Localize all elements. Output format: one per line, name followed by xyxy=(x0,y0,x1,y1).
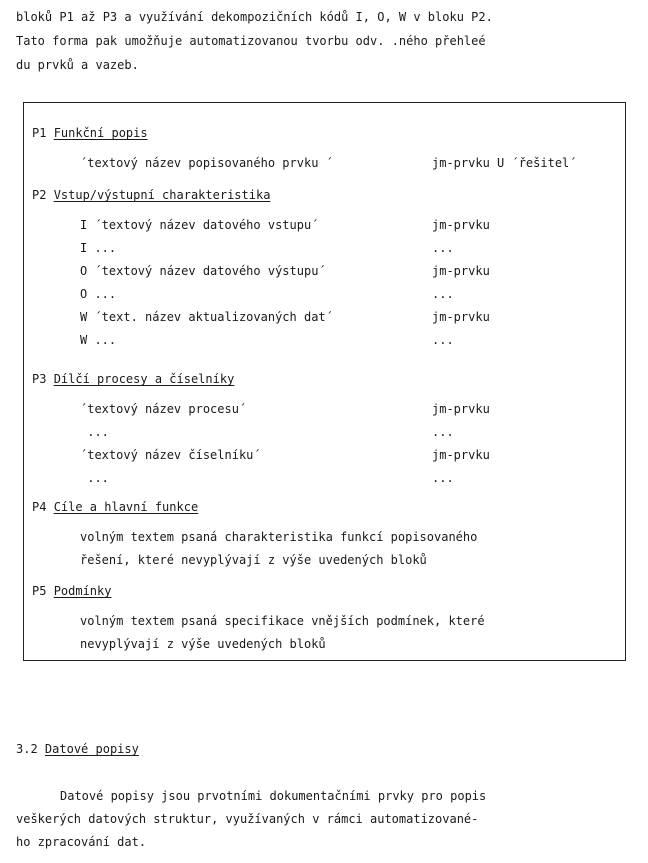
p3-row-left: ... xyxy=(80,471,109,485)
p3-row-left: ´textový název číselníku´ xyxy=(80,448,261,462)
p2-row-right: jm-prvku xyxy=(432,218,490,232)
p4-code: P4 xyxy=(32,500,47,514)
intro-line-1: bloků P1 až P3 a využívání dekompozičních kódů I, O, W v bloku P2. xyxy=(16,10,493,24)
p2-code: P2 xyxy=(32,188,47,202)
p3-row-right: jm-prvku xyxy=(432,402,490,416)
p2-row-left: W ´text. název aktualizovaných dat´ xyxy=(80,310,333,324)
intro-line-2: Tato forma pak umožňuje automatizovanou tvorbu odv. .ného přehleé xyxy=(16,34,486,48)
section-number: 3.2 xyxy=(16,742,38,756)
p2-row-right: ... xyxy=(432,241,454,255)
p2-title: Vstup/výstupní charakteristika xyxy=(53,188,271,202)
p5-code: P5 xyxy=(32,584,47,598)
section-title: Datové popisy xyxy=(44,742,139,756)
p2-row-right: ... xyxy=(432,333,454,347)
p3-row-left: ´textový název procesu´ xyxy=(80,402,247,416)
section-text-line-1: Datové popisy jsou prvotními dokumentačními prvky pro popis xyxy=(60,789,487,803)
p5-text-line-2: nevyplývají z výše uvedených bloků xyxy=(80,637,326,651)
p5-text-line-1: volným textem psaná specifikace vnějších podmínek, které xyxy=(80,614,485,628)
intro-line-3: du prvků a vazeb. xyxy=(16,58,139,72)
p3-row-right: ... xyxy=(432,471,454,485)
p2-heading xyxy=(32,188,270,202)
p2-row-left: O ... xyxy=(80,287,117,301)
p2-row-right: ... xyxy=(432,287,454,301)
p1-row-right: jm-prvku U ´řešitel´ xyxy=(432,156,577,170)
p3-title: Dílčí procesy a číselníky xyxy=(53,372,235,386)
p5-heading xyxy=(32,584,111,598)
p1-title: Funkční popis xyxy=(53,126,148,140)
section-heading xyxy=(16,742,139,756)
p1-code: P1 xyxy=(32,126,47,140)
p4-text-line-2: řešení, které nevyplývají z výše uvedených bloků xyxy=(80,553,427,567)
p2-row-left: I ... xyxy=(80,241,117,255)
p3-heading xyxy=(32,372,234,386)
p4-text-line-1: volným textem psaná charakteristika funkcí popisovaného xyxy=(80,530,478,544)
p2-row-right: jm-prvku xyxy=(432,264,490,278)
p4-heading xyxy=(32,500,198,514)
p5-title: Podmínky xyxy=(53,584,112,598)
p1-row-left: ´textový název popisovaného prvku ´ xyxy=(80,156,333,170)
p3-row-left: ... xyxy=(80,425,109,439)
p2-row-right: jm-prvku xyxy=(432,310,490,324)
p2-row-left: O ´textový název datového výstupu´ xyxy=(80,264,326,278)
p1-heading xyxy=(32,126,148,140)
section-text-line-2: veškerých datových struktur, využívaných v rámci automatizované- xyxy=(16,812,479,826)
section-text-line-3: ho zpracování dat. xyxy=(16,835,147,849)
p4-title: Cíle a hlavní funkce xyxy=(53,500,199,514)
p2-row-left: I ´textový název datového vstupu´ xyxy=(80,218,319,232)
p2-row-left: W ... xyxy=(80,333,117,347)
p3-code: P3 xyxy=(32,372,47,386)
p3-row-right: ... xyxy=(432,425,454,439)
p3-row-right: jm-prvku xyxy=(432,448,490,462)
